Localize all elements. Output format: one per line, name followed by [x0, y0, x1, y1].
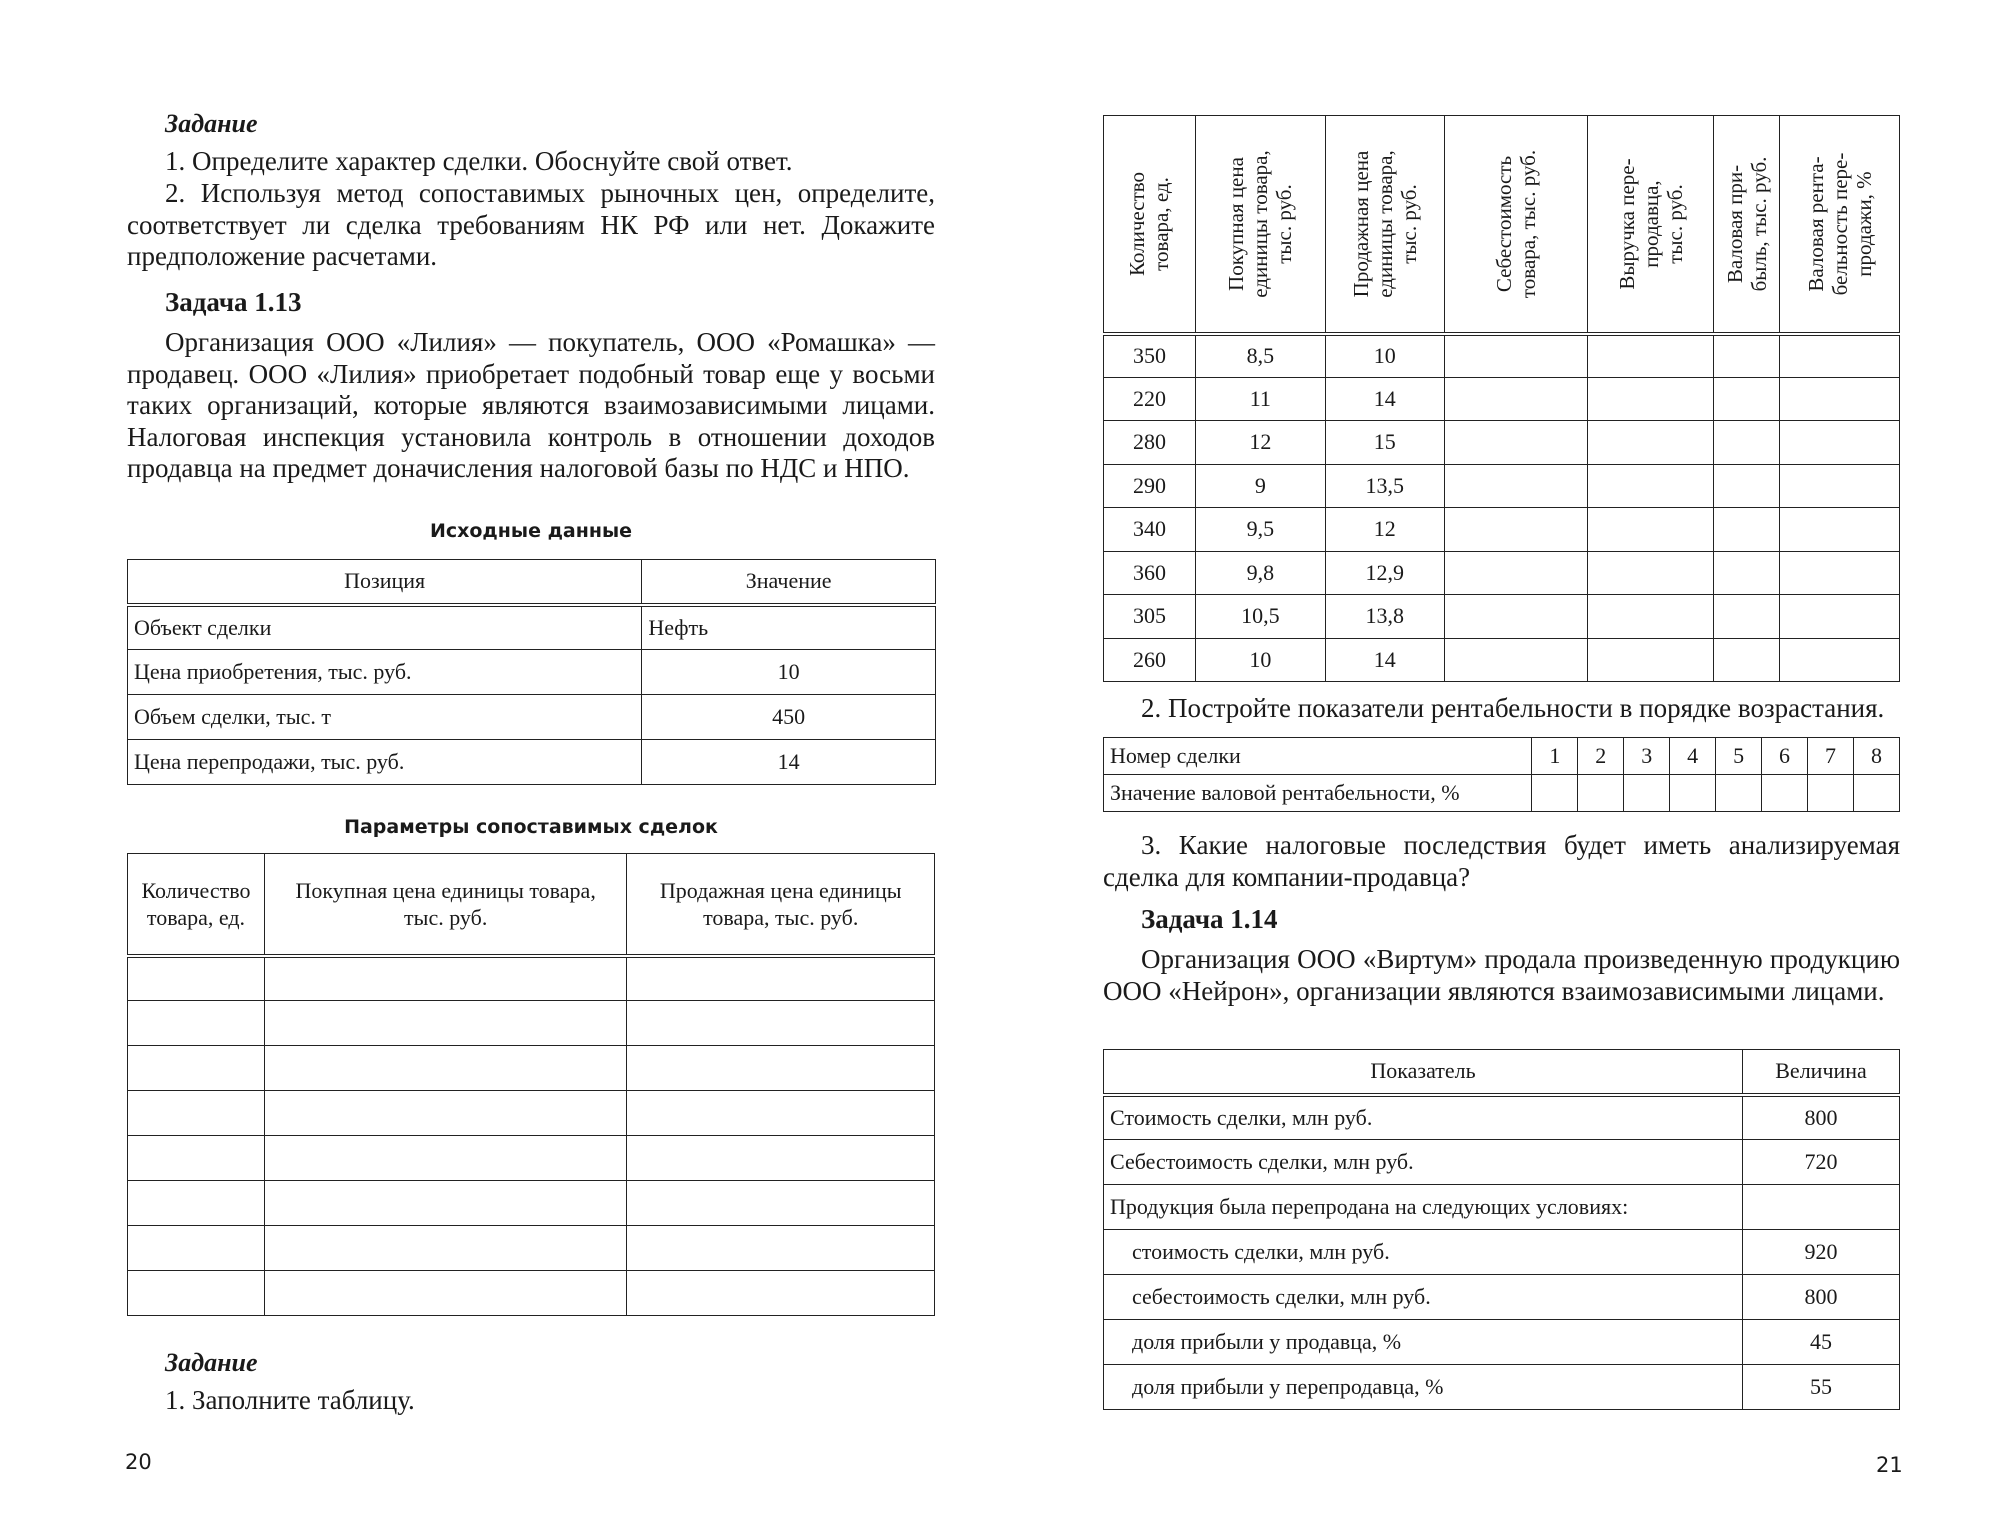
source-data-caption: Исходные данные: [429, 520, 633, 542]
empty-cell: [1588, 595, 1714, 639]
cell-buy-price: 8,5: [1195, 334, 1325, 378]
empty-cell: [1714, 334, 1780, 378]
table-row: [128, 605, 936, 650]
task-1-13-title: Задача 1.13: [165, 287, 302, 317]
table-row: [1104, 1275, 1900, 1320]
header-text: Валовая рента- бельность пере- продажи, %: [1803, 152, 1876, 296]
cell-buy-price: 9,5: [1195, 508, 1325, 552]
cell-sell-price: 14: [1325, 377, 1444, 421]
table-row: [128, 1091, 935, 1136]
comparable-deals-table: [1103, 115, 1900, 682]
cell-label: стоимость сделки, млн руб.: [1104, 1230, 1743, 1275]
cell-value: 14: [642, 740, 936, 785]
task-1-14-title: Задача 1.14: [1141, 904, 1278, 934]
header-text: Покупная цена единицы товара, тыс. руб.: [1224, 150, 1297, 298]
deal-number: 3: [1624, 738, 1670, 775]
cell-label: Стоимость сделки, млн руб.: [1104, 1095, 1743, 1140]
empty-cell: [1588, 464, 1714, 508]
task-1-14-text: Организация ООО «Виртум» продала произведенную продукцию ООО «Нейрон», организации являются взаимозависимыми лицами.: [1103, 944, 1900, 1006]
empty-cell: [128, 1271, 265, 1316]
header-text: Валовая при- быль, тыс. руб.: [1722, 156, 1771, 292]
table-row: [1104, 595, 1900, 639]
cell-sell-price: 13,8: [1325, 595, 1444, 639]
zadanie-item-1: 1. Определите характер сделки. Обоснуйте свой ответ.: [165, 146, 793, 176]
empty-cell: [128, 1046, 265, 1091]
table-row: [128, 1271, 935, 1316]
empty-cell: [1714, 638, 1780, 682]
header-text: Продажная цена единицы товара, тыс. руб.: [1348, 150, 1421, 298]
table-row: [1104, 1185, 1900, 1230]
empty-cell: [128, 956, 265, 1001]
table-header-row: [128, 560, 936, 605]
cell-label: Объект сделки: [128, 605, 642, 650]
empty-cell: [627, 1091, 935, 1136]
empty-cell: [264, 1001, 626, 1046]
empty-cell: [264, 956, 626, 1001]
cell-buy-price: 10,5: [1195, 595, 1325, 639]
deal-number: 6: [1762, 738, 1808, 775]
table-row: [128, 956, 935, 1001]
empty-cell: [627, 956, 935, 1001]
empty-cell: [1780, 638, 1900, 682]
deal-number: 7: [1808, 738, 1854, 775]
header-quantity: Количество товара, ед.: [128, 854, 265, 956]
empty-cell: [264, 1226, 626, 1271]
item-3: 3. Какие налоговые последствия будет иметь анализируемая сделка для компании-продавца?: [1103, 830, 1900, 892]
table-header-row: [1104, 1050, 1900, 1095]
cell-sell-price: 10: [1325, 334, 1444, 378]
page-number: 20: [125, 1450, 152, 1474]
empty-cell: [1444, 334, 1588, 378]
empty-cell: [1444, 508, 1588, 552]
params-caption: Параметры сопоставимых сделок: [344, 816, 718, 838]
empty-cell: [128, 1136, 265, 1181]
cell-buy-price: 10: [1195, 638, 1325, 682]
deal-number: 5: [1716, 738, 1762, 775]
table-row: [1104, 421, 1900, 465]
cell-label: Продукция была перепродана на следующих условиях:: [1104, 1185, 1743, 1230]
table-row: [1104, 1365, 1900, 1410]
empty-cell: [264, 1181, 626, 1226]
table-row: [128, 1001, 935, 1046]
empty-cell: [1588, 334, 1714, 378]
table-header-row: [1104, 116, 1900, 334]
item-2: 2. Постройте показатели рентабельности в порядке возрастания.: [1141, 693, 1885, 723]
empty-cell: [1808, 775, 1854, 812]
table-row: [128, 1136, 935, 1181]
cell-label: доля прибыли у перепродавца, %: [1104, 1365, 1743, 1410]
empty-cell: [1780, 421, 1900, 465]
empty-cell: [1714, 421, 1780, 465]
table-row: [1104, 638, 1900, 682]
empty-cell: [128, 1091, 265, 1136]
empty-cell: [1714, 508, 1780, 552]
cell-value: 45: [1743, 1320, 1900, 1365]
empty-cell: [128, 1226, 265, 1271]
empty-cell: [627, 1271, 935, 1316]
table-row: [128, 1181, 935, 1226]
empty-cell: [1716, 775, 1762, 812]
empty-cell: [1444, 551, 1588, 595]
empty-cell: [627, 1136, 935, 1181]
empty-cell: [1532, 775, 1578, 812]
header-buy-price: [1195, 116, 1325, 334]
cell-quantity: 360: [1104, 551, 1196, 595]
params-table: [127, 853, 935, 1316]
cell-value: 800: [1743, 1275, 1900, 1320]
cell-value: 450: [642, 695, 936, 740]
empty-cell: [1780, 595, 1900, 639]
table-row: [1104, 464, 1900, 508]
empty-cell: [1444, 421, 1588, 465]
table-row: [1104, 334, 1900, 378]
cell-quantity: 290: [1104, 464, 1196, 508]
cell-buy-price: 11: [1195, 377, 1325, 421]
header-revenue: [1588, 116, 1714, 334]
deal-number: 8: [1853, 738, 1899, 775]
rank-number-row: [1104, 738, 1900, 775]
empty-cell: [1714, 595, 1780, 639]
empty-cell: [264, 1271, 626, 1316]
deal-number: 1: [1532, 738, 1578, 775]
table-row: [1104, 1320, 1900, 1365]
header-buy-price: Покупная цена единицы товара, тыс. руб.: [264, 854, 626, 956]
header-gross-profit: [1714, 116, 1780, 334]
empty-cell: [1853, 775, 1899, 812]
header-sell-price: Продажная цена единицы товара, тыс. руб.: [627, 854, 935, 956]
cell-label: Себестоимость сделки, млн руб.: [1104, 1140, 1743, 1185]
empty-cell: [1714, 551, 1780, 595]
cell-quantity: 340: [1104, 508, 1196, 552]
header-quantity: [1104, 116, 1196, 334]
cell-value: [1743, 1185, 1900, 1230]
cell-value: 720: [1743, 1140, 1900, 1185]
cell-label: Цена приобретения, тыс. руб.: [128, 650, 642, 695]
header-value: Значение: [642, 560, 936, 605]
empty-cell: [1588, 508, 1714, 552]
cell-sell-price: 14: [1325, 638, 1444, 682]
table-row: [1104, 1140, 1900, 1185]
task-1-13-text: Организация ООО «Лилия» — покупатель, ООО «Ромашка» — продавец. ООО «Лилия» приобретает подобный товар еще у восьми таких организаций, которые являются взаимозависимыми лицами. Налоговая инспекция установила контроль в отношении доходов продавца на предмет доначисления налоговой базы по НДС и НПО.: [127, 327, 935, 483]
cell-sell-price: 15: [1325, 421, 1444, 465]
header-amount: Величина: [1743, 1050, 1900, 1095]
empty-cell: [1670, 775, 1716, 812]
empty-cell: [1780, 464, 1900, 508]
deal-number: 4: [1670, 738, 1716, 775]
zadanie-item-2: 2. Используя метод сопоставимых рыночных цен, определите, соответствует ли сделка требованиям НК РФ или нет. Докажите предположение расчетами.: [127, 178, 935, 271]
cell-value: 55: [1743, 1365, 1900, 1410]
empty-cell: [128, 1001, 265, 1046]
header-sell-price: [1325, 116, 1444, 334]
cell-buy-price: 9: [1195, 464, 1325, 508]
zadanie-heading-2: Задание: [165, 1348, 258, 1377]
empty-cell: [1588, 377, 1714, 421]
empty-cell: [1444, 464, 1588, 508]
header-text: Выручка пере- продавца, тыс. руб.: [1614, 158, 1687, 290]
empty-cell: [1578, 775, 1624, 812]
empty-cell: [627, 1226, 935, 1271]
rank-table: [1103, 737, 1900, 812]
cell-quantity: 220: [1104, 377, 1196, 421]
header-position: Позиция: [128, 560, 642, 605]
header-text: Количество товара, ед.: [1125, 171, 1174, 276]
deal-number: 2: [1578, 738, 1624, 775]
empty-cell: [1780, 551, 1900, 595]
table-row: [128, 1046, 935, 1091]
page-number: 21: [1876, 1453, 1903, 1477]
table-row: [1104, 377, 1900, 421]
cell-value: 10: [642, 650, 936, 695]
cell-label: себестоимость сделки, млн руб.: [1104, 1275, 1743, 1320]
header-cost: [1444, 116, 1588, 334]
table-row: [1104, 1095, 1900, 1140]
cell-label: Объем сделки, тыс. т: [128, 695, 642, 740]
table-row: [128, 650, 936, 695]
rank-row-label: Номер сделки: [1104, 738, 1532, 775]
cell-sell-price: 12: [1325, 508, 1444, 552]
cell-label: Цена перепродажи, тыс. руб.: [128, 740, 642, 785]
empty-cell: [627, 1046, 935, 1091]
rank-row-label: Значение валовой рентабельности, %: [1104, 775, 1532, 812]
empty-cell: [264, 1046, 626, 1091]
cell-value: 800: [1743, 1095, 1900, 1140]
empty-cell: [1762, 775, 1808, 812]
empty-cell: [1780, 508, 1900, 552]
cell-quantity: 305: [1104, 595, 1196, 639]
table-row: [1104, 1230, 1900, 1275]
cell-value: 920: [1743, 1230, 1900, 1275]
empty-cell: [627, 1181, 935, 1226]
empty-cell: [1444, 377, 1588, 421]
cell-sell-price: 13,5: [1325, 464, 1444, 508]
empty-cell: [1588, 551, 1714, 595]
table-row: [128, 740, 936, 785]
source-data-table: [127, 559, 936, 785]
empty-cell: [1780, 377, 1900, 421]
zadanie-heading: Задание: [165, 109, 258, 138]
cell-quantity: 350: [1104, 334, 1196, 378]
table-row: [128, 695, 936, 740]
cell-quantity: 280: [1104, 421, 1196, 465]
table-header-row: [128, 854, 935, 956]
cell-label: доля прибыли у продавца, %: [1104, 1320, 1743, 1365]
header-gross-margin: [1780, 116, 1900, 334]
header-text: Себестоимость товара, тыс. руб.: [1492, 149, 1541, 298]
cell-quantity: 260: [1104, 638, 1196, 682]
empty-cell: [1588, 421, 1714, 465]
empty-cell: [1624, 775, 1670, 812]
empty-cell: [1444, 595, 1588, 639]
empty-cell: [264, 1091, 626, 1136]
cell-sell-price: 12,9: [1325, 551, 1444, 595]
rank-value-row: [1104, 775, 1900, 812]
empty-cell: [128, 1181, 265, 1226]
empty-cell: [1714, 464, 1780, 508]
empty-cell: [627, 1001, 935, 1046]
empty-cell: [1444, 638, 1588, 682]
empty-cell: [1588, 638, 1714, 682]
header-indicator: Показатель: [1104, 1050, 1743, 1095]
cell-value: Нефть: [642, 605, 936, 650]
empty-cell: [264, 1136, 626, 1181]
empty-cell: [1780, 334, 1900, 378]
table-row: [1104, 551, 1900, 595]
zadanie-2-item-1: 1. Заполните таблицу.: [165, 1385, 415, 1415]
right-page: [1000, 0, 2000, 1535]
cell-buy-price: 9,8: [1195, 551, 1325, 595]
empty-cell: [1714, 377, 1780, 421]
indicator-table: [1103, 1049, 1900, 1410]
table-row: [128, 1226, 935, 1271]
table-row: [1104, 508, 1900, 552]
cell-buy-price: 12: [1195, 421, 1325, 465]
